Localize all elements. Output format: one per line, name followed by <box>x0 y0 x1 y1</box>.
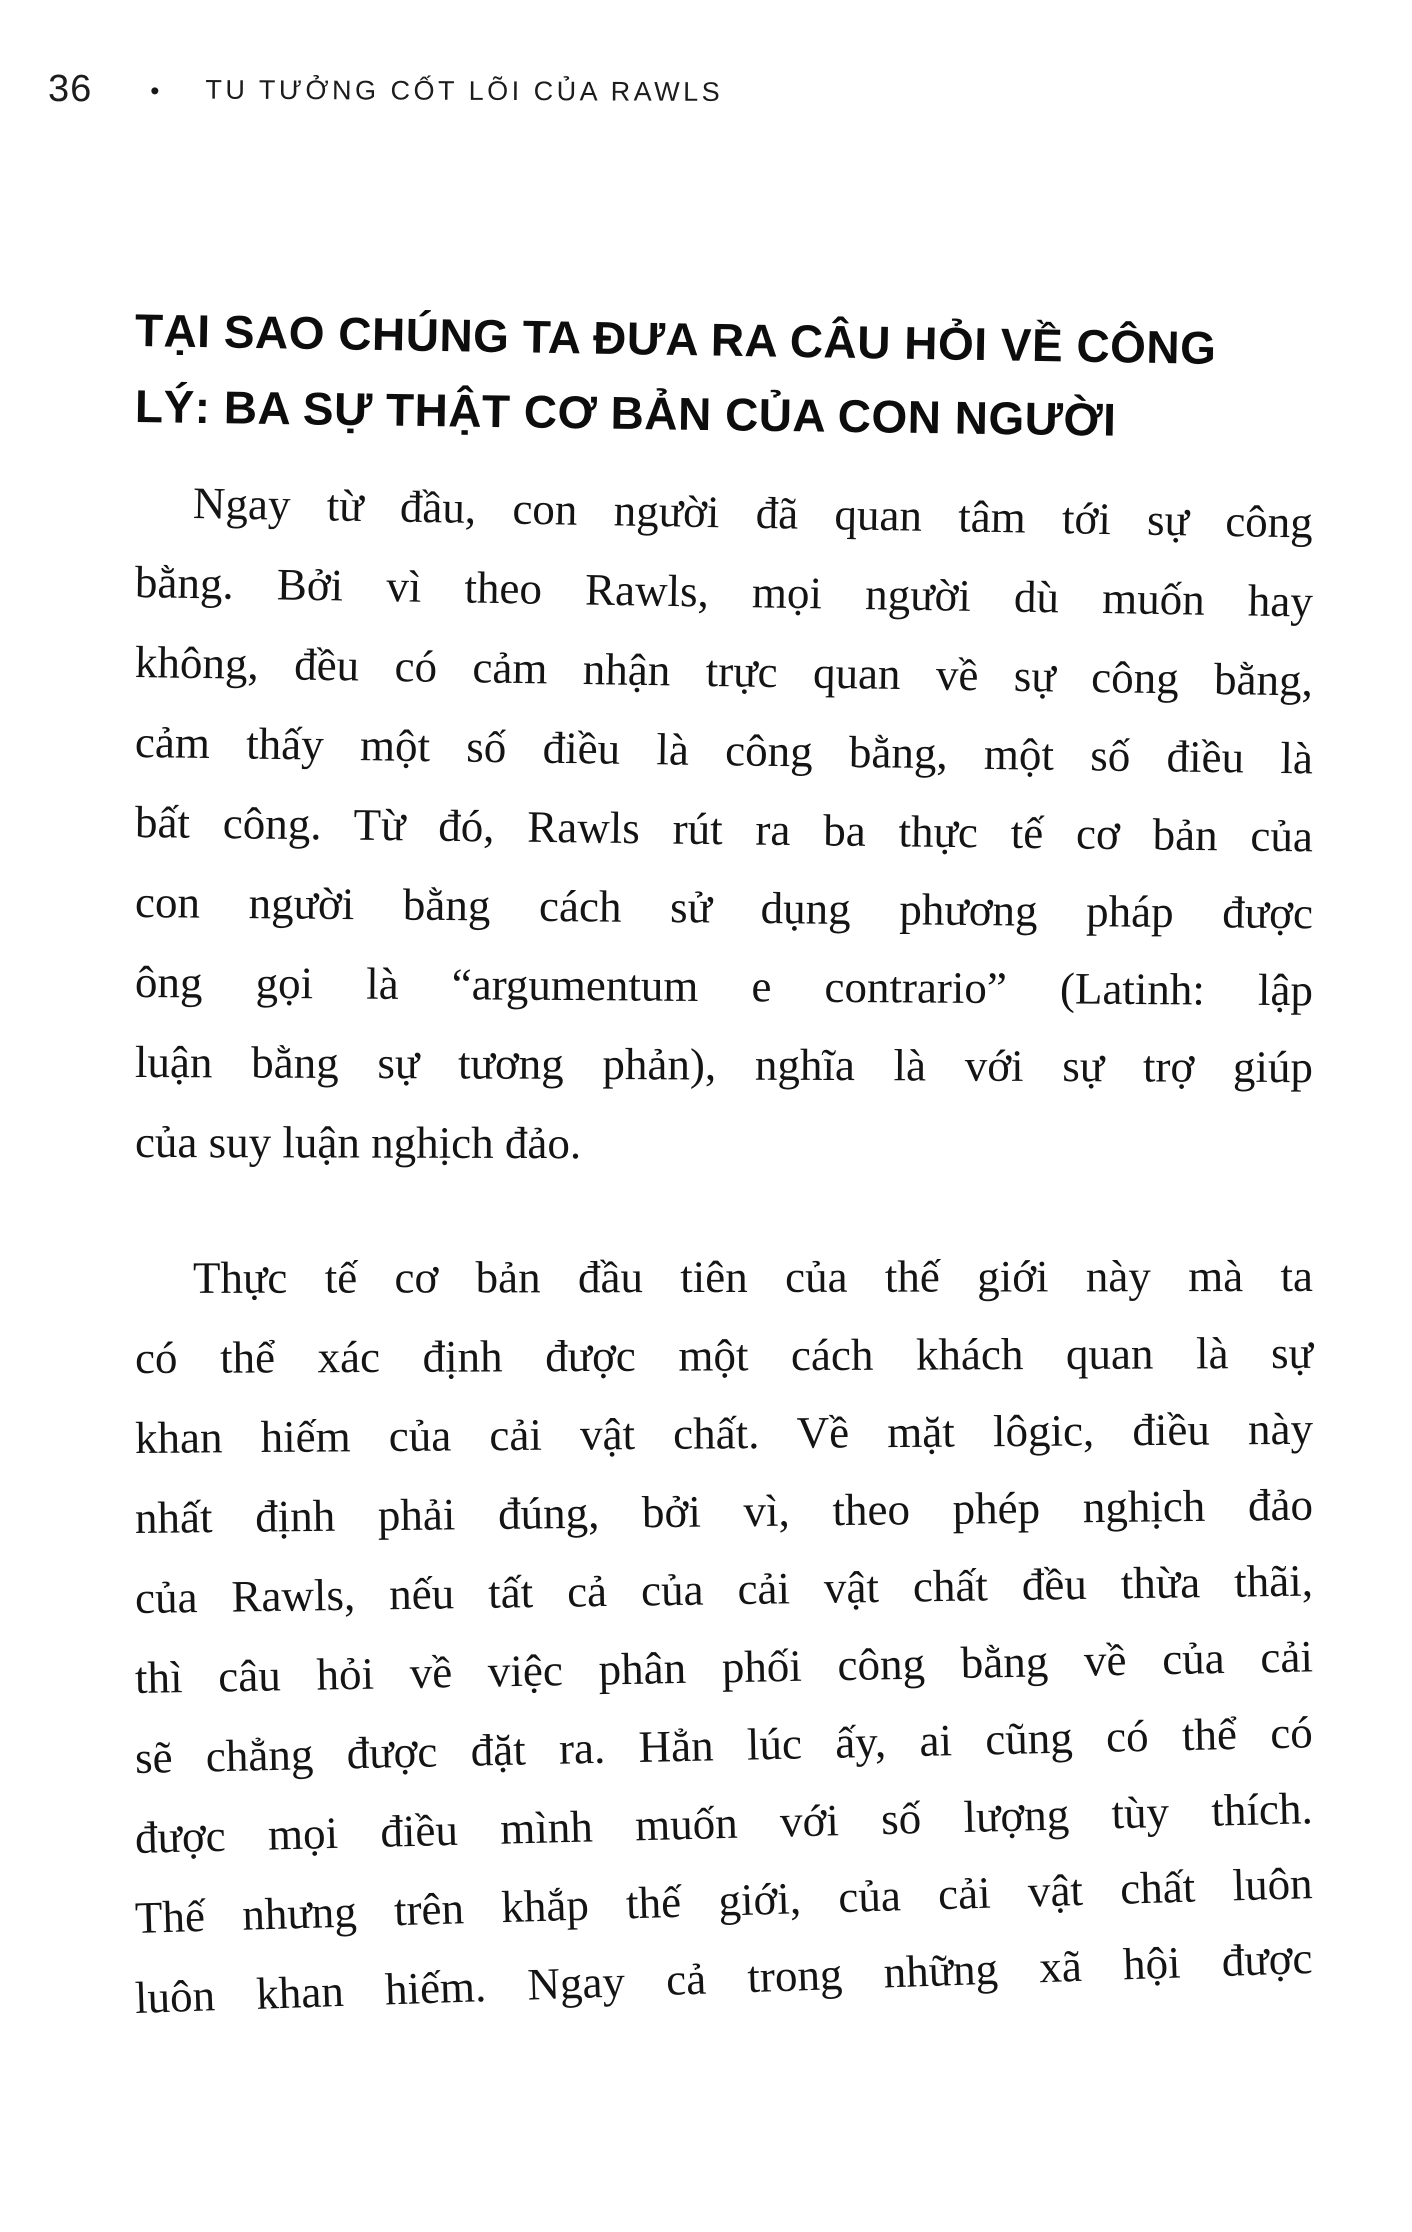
section-heading-line: TẠI SAO CHÚNG TA ĐƯA RA CÂU HỎI VỀ CÔNG <box>134 304 1217 374</box>
paragraph-2 <box>135 1238 1313 2038</box>
text-line: nhất định phải đúng, bởi vì, theo phép nghịch đảo <box>134 1479 1314 1543</box>
text-line: bằng. Bởi vì theo Rawls, mọi người dù muốn hay <box>134 557 1314 627</box>
text-line: khan hiếm của cải vật chất. Về mặt lôgic, điều này <box>134 1403 1314 1463</box>
text-line: con người bằng cách sử dụng phương pháp được <box>134 877 1314 939</box>
text-line: sẽ chẳng được đặt ra. Hẳn lúc ấy, ai cũng có thể có <box>134 1707 1314 1783</box>
section-heading <box>135 292 1335 444</box>
text-line: luôn khan hiếm. Ngay cả trong những xã hội được <box>134 1932 1314 2023</box>
section-heading-line: LÝ: BA SỰ THẬT CƠ BẢN CỦA CON NGƯỜI <box>134 380 1117 446</box>
text-line: không, đều có cảm nhận trực quan về sự công bằng, <box>134 637 1314 706</box>
text-line: của Rawls, nếu tất cả của cải vật chất đều thừa thãi, <box>134 1555 1314 1623</box>
text-line: thì câu hỏi về việc phân phối công bằng về của cải <box>134 1631 1314 1703</box>
paragraph-1 <box>135 462 1313 1182</box>
text-line: Ngay từ đầu, con người đã quan tâm tới sự công <box>192 478 1314 548</box>
text-line: luận bằng sự tương phản), nghĩa là với sự trợ giúp <box>134 1037 1314 1093</box>
text-line: Thực tế cơ bản đầu tiên của thế giới này mà ta <box>192 1250 1314 1303</box>
text-line: có thể xác định được một cách khách quan là sự <box>134 1327 1314 1383</box>
running-header <box>48 68 1352 117</box>
text-line: Thế nhưng trên khắp thế giới, của cải vật chất luôn <box>134 1858 1314 1943</box>
text-line: bất công. Từ đó, Rawls rút ra ba thực tế cơ bản của <box>134 797 1314 862</box>
text-line: của suy luận nghịch đảo. <box>134 1117 582 1169</box>
text-line: được mọi điều mình muốn với số lượng tùy thích. <box>134 1783 1314 1863</box>
page-number: 36 <box>47 68 93 111</box>
text-line: ông gọi là “argumentum e contrario” (Latinh: lập <box>134 957 1314 1016</box>
bullet-separator-icon: • <box>150 74 160 105</box>
text-line: cảm thấy một số điều là công bằng, một số điều là <box>134 717 1314 784</box>
running-title: TU TƯỞNG CỐT LÕI CỦA RAWLS <box>205 74 724 107</box>
